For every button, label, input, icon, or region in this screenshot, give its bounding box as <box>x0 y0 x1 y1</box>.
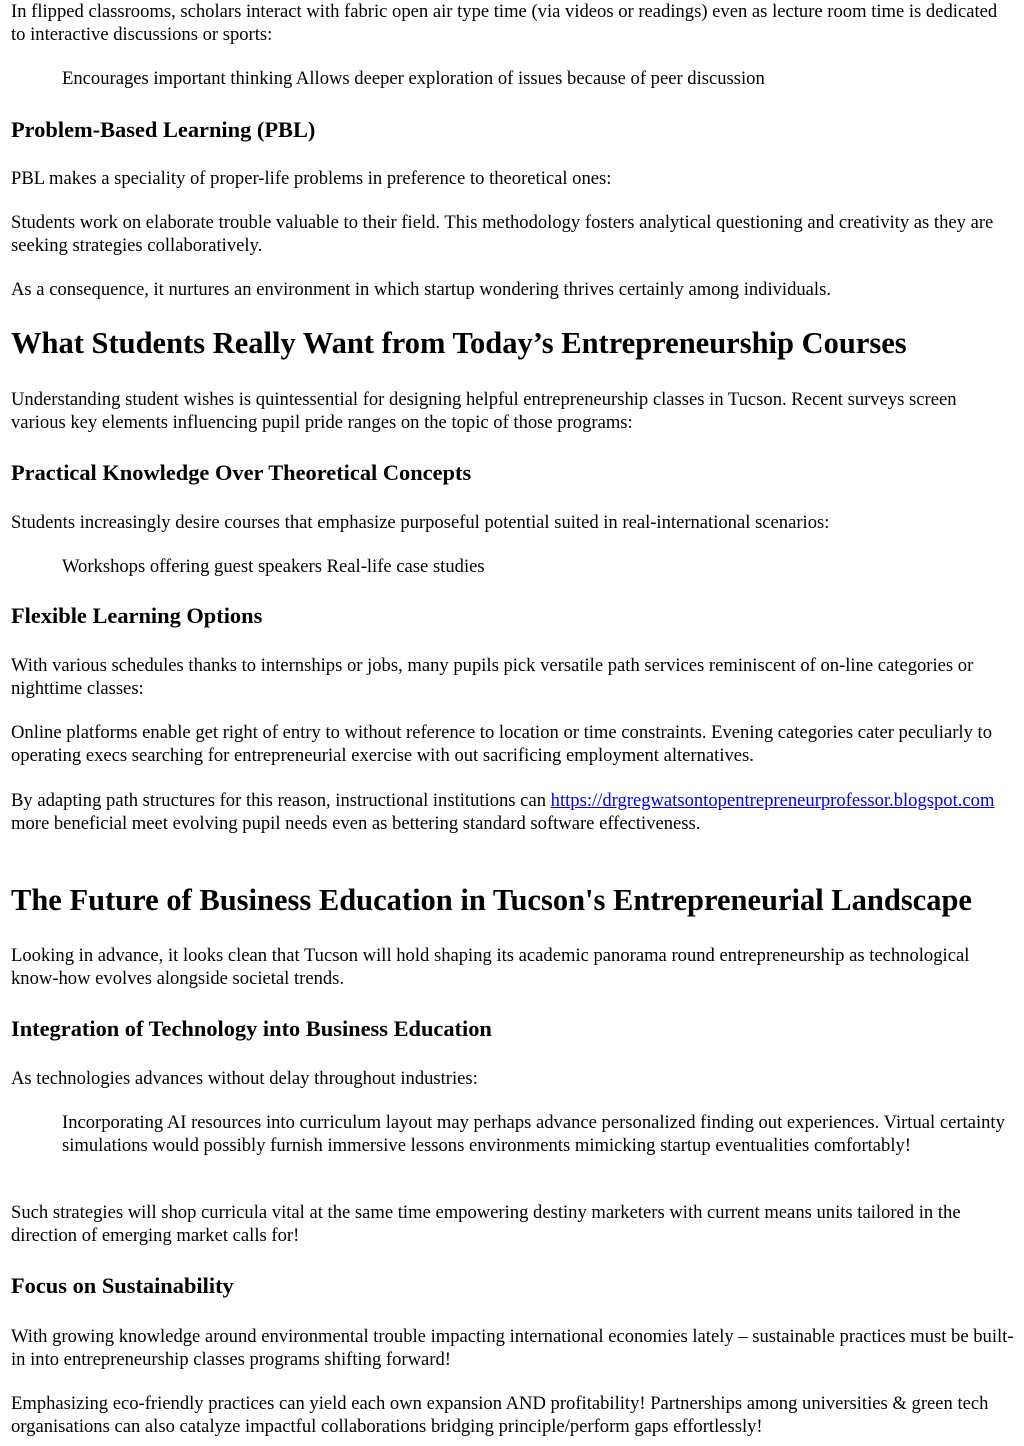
paragraph-pbl-students: Students work on elaborate trouble valuable to their field. This methodology fosters analytical questioning and creativity as they are seeking strategies collaboratively. <box>11 212 994 256</box>
blockquote-integration: Incorporating AI resources into curriculum layout may perhaps advance personalized finding out experiences. Virtual certainty simulations would possibly furnish immersive lessons environments mimicking startup eventualities comfortably! <box>62 1112 1005 1156</box>
paragraph-students-wishes: Understanding student wishes is quintessential for designing helpful entrepreneurship classes in Tucson. Recent surveys screen various key elements influencing pupil pride ranges on the topic of those programs: <box>11 389 957 433</box>
heading-flexible-learning: Flexible Learning Options <box>11 603 263 628</box>
heading-students-want: What Students Really Want from Today’s Entrepreneurship Courses <box>11 326 907 360</box>
heading-future-business-education: The Future of Business Education in Tucson's Entrepreneurial Landscape <box>11 883 972 917</box>
paragraph-adapting-structures <box>11 789 1015 835</box>
paragraph-sustainability-knowledge: With growing knowledge around environmental trouble impacting international economies lately – sustainable practices must be built-in into entrepreneurship classes programs shifting forward! <box>11 1326 1014 1370</box>
heading-integration-technology: Integration of Technology into Business Education <box>11 1016 492 1041</box>
blog-link[interactable]: https://drgregwatsontopentrepreneurprofessor.blogspot.com <box>550 790 995 811</box>
adapting-text-end: more beneficial meet evolving pupil needs even as bettering standard software effectiveness. <box>11 813 701 834</box>
paragraph-strategies: Such strategies will shop curricula vital at the same time empowering destiny marketers with current means units tailored in the direction of emerging market calls for! <box>11 1202 961 1246</box>
paragraph-online-platforms: Online platforms enable get right of entry to without reference to location or time constraints. Evening categories cater peculiarly to operating execs searching for entrepreneurial exercise with out sacrificing employment alternatives. <box>11 722 992 766</box>
paragraph-pbl-intro: PBL makes a speciality of proper-life problems in preference to theoretical ones: <box>11 168 612 189</box>
paragraph-future-outlook: Looking in advance, it looks clean that Tucson will hold shaping its academic panorama round entrepreneurship as technological know-how evolves alongside societal trends. <box>11 945 970 989</box>
paragraph-pbl-consequence: As a consequence, it nurtures an environment in which startup wondering thrives certainly among individuals. <box>11 279 831 300</box>
paragraph-eco-friendly: Emphasizing eco-friendly practices can yield each own expansion AND profitability! Partnerships among universities & green tech organisations can also catalyze impactful collaborations bridging principle/perform gaps effortlessly! <box>11 1393 989 1437</box>
blockquote-practical: Workshops offering guest speakers Real-life case studies <box>62 556 485 577</box>
paragraph-technologies-advance: As technologies advances without delay throughout industries: <box>11 1068 478 1089</box>
paragraph-practical: Students increasingly desire courses that emphasize purposeful potential suited in real-international scenarios: <box>11 512 830 533</box>
blockquote-flipped: Encourages important thinking Allows deeper exploration of issues because of peer discussion <box>62 68 765 89</box>
adapting-text-start: By adapting path structures for this reason, instructional institutions can <box>11 790 546 811</box>
paragraph-flipped-intro: In flipped classrooms, scholars interact with fabric open air type time (via videos or readings) even as lecture room time is dedicated to interactive discussions or sports: <box>11 1 998 45</box>
heading-pbl: Problem-Based Learning (PBL) <box>11 117 316 142</box>
heading-practical-knowledge: Practical Knowledge Over Theoretical Concepts <box>11 460 472 485</box>
paragraph-flexible-schedules: With various schedules thanks to internships or jobs, many pupils pick versatile path services reminiscent of on-line categories or nighttime classes: <box>11 655 974 699</box>
heading-sustainability: Focus on Sustainability <box>11 1273 234 1298</box>
